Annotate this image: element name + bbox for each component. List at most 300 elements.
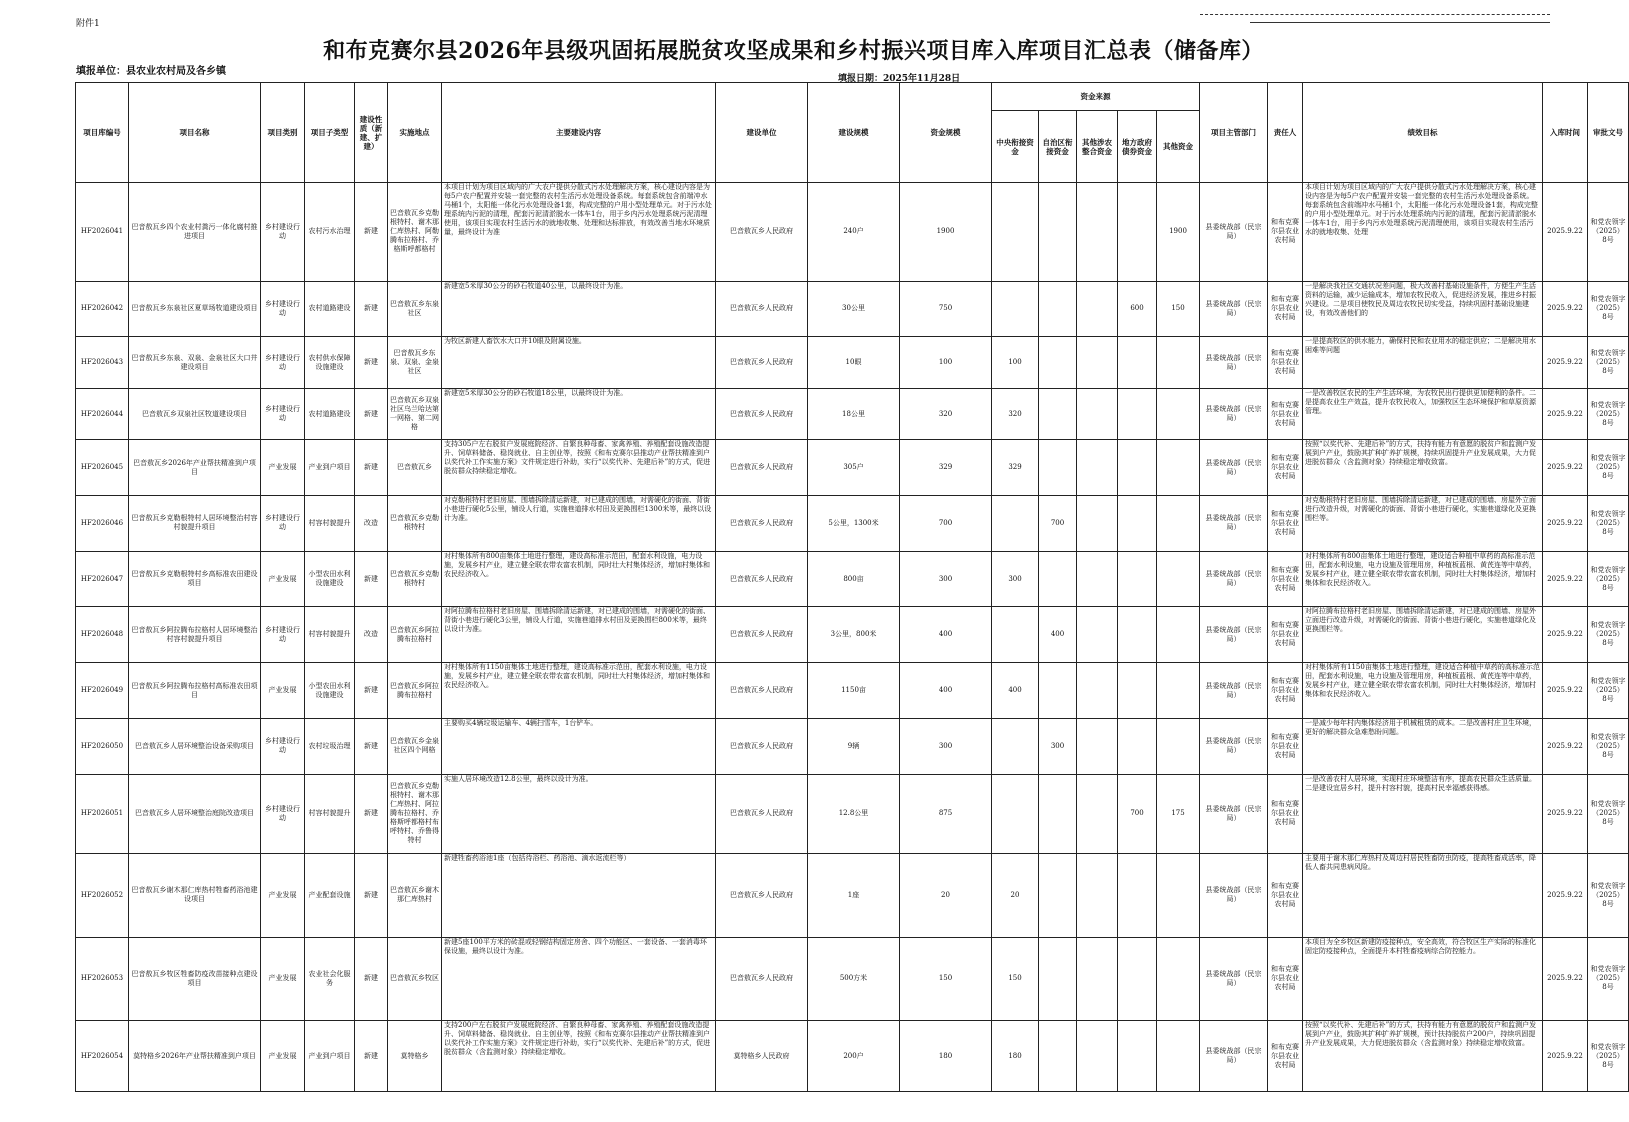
cell-funds: 400 (900, 607, 992, 663)
cell-content-text: 支持305户左右脱贫户发展庭院经济、自繁良种母畜、家禽养殖、养殖配套设施改造提升、饲草料储备、稳岗就业、自主创业等，按照《和布克赛尔县推动产业帮扶精准到户以奖代补工作实施方案》文件规定进行补助，实行“以奖代补、先建后补”的方式，促进脱贫群众持续稳定增收。 (444, 440, 711, 476)
cell-nature: 新建 (355, 663, 388, 719)
cell-name: 巴音敖瓦乡阿拉腾布拉格村高标准农田项目 (129, 663, 261, 719)
cell-region (1039, 1021, 1077, 1092)
table-row (76, 551, 1629, 607)
cell-dept: 县委统战部（民宗局） (1200, 937, 1268, 1021)
cell-funds: 700 (900, 495, 992, 551)
cell-region (1039, 440, 1077, 496)
col-location: 实施地点 (388, 83, 442, 183)
cell-region (1039, 853, 1077, 937)
cell-goal (1303, 607, 1543, 663)
cell-other-integrated (1077, 937, 1118, 1021)
cell-dept: 县委统战部（民宗局） (1200, 853, 1268, 937)
cell-central: 180 (992, 1021, 1039, 1092)
cell-other-integrated (1077, 495, 1118, 551)
cell-goal (1303, 183, 1543, 282)
table-row (76, 183, 1629, 282)
cell-central: 100 (992, 337, 1039, 388)
cell-scale: 1150亩 (808, 663, 900, 719)
cell-goal-text: 按照“以奖代补、先建后补”的方式，扶持有能力有意愿的脱贫户和监测户发展到户产业，鼓励其扩种扩养扩规模，持续巩固提升产业发展成果，大力促进脱贫群众（含监测对象）持续稳定增收致富。 (1305, 440, 1537, 467)
cell-content (442, 774, 716, 853)
cell-subtype: 产业到户项目 (305, 1021, 355, 1092)
cell-funds: 329 (900, 440, 992, 496)
cell-other (1157, 388, 1200, 439)
cell-location: 巴音敖瓦乡阿拉腾布拉格村 (388, 607, 442, 663)
cell-goal-text: 一是改善牧区农民的生产生活环境，为农牧民出行提供更加便利的条件。二是提高农业生产效益，提升农牧民收入，加强牧区生态环境保护和草原资源管理。 (1305, 388, 1536, 415)
cell-code: HF2026051 (76, 774, 129, 853)
cell-goal (1303, 937, 1543, 1021)
cell-time: 2025.9.22 (1543, 1021, 1588, 1092)
cell-person: 和布克赛尔县农业农村局 (1268, 337, 1303, 388)
cell-person: 和布克赛尔县农业农村局 (1268, 388, 1303, 439)
cell-goal (1303, 1021, 1543, 1092)
table-row (76, 281, 1629, 337)
cell-code: HF2026048 (76, 607, 129, 663)
cell-region (1039, 183, 1077, 282)
cell-location: 巴音敖瓦乡双泉社区乌兰哈达第一网格、第二网格 (388, 388, 442, 439)
cell-bond (1118, 440, 1157, 496)
table-row (76, 663, 1629, 719)
cell-subtype: 农村垃圾治理 (305, 718, 355, 774)
cell-goal (1303, 388, 1543, 439)
cell-dept: 县委统战部（民宗局） (1200, 388, 1268, 439)
cell-subtype: 村容村貌提升 (305, 607, 355, 663)
cell-unit: 巴音敖瓦乡人民政府 (716, 774, 808, 853)
cell-other-integrated (1077, 663, 1118, 719)
cell-goal-text: 按照“以奖代补、先建后补”的方式，扶持有能力有意愿的脱贫户和监测户发展到户产业，鼓励其扩种扩养扩规模，预计扶持脱贫户200户，持续巩固提升产业发展成果，大力促进脱贫群众（含监测对象）持续稳定增收致富。 (1305, 1021, 1537, 1048)
cell-other (1157, 1021, 1200, 1092)
cell-time: 2025.9.22 (1543, 853, 1588, 937)
attachment-label: 附件1 (76, 19, 100, 29)
cell-name: 巴音敖瓦乡双泉社区牧道建设项目 (129, 388, 261, 439)
cell-doc: 和党农领字（2025）8号 (1588, 337, 1629, 388)
cell-content (442, 607, 716, 663)
cell-other (1157, 663, 1200, 719)
cell-content-text: 对村集体所有1150亩集体土地进行整理，建设高标准示范田，配套水利设施，电力设施，发展乡村产业，建立健全联农带农富农机制，同时壮大村集体经济，增加村集体和农民经济收入。 (444, 663, 710, 690)
reporting-date: 填报日期：2025年11月28日 (838, 74, 961, 84)
cell-doc: 和党农领字（2025）8号 (1588, 853, 1629, 937)
cell-doc: 和党农领字（2025）8号 (1588, 718, 1629, 774)
cell-content-text: 对克勒根特村老旧房屋、围墙拆除清运新建，对已建成的围墙，对需硬化的街面、背街小巷进行硬化5公里，铺设人行道，实施巷道排水村田及更换围栏1300米等，最终以设计为准。 (444, 495, 712, 522)
col-central: 中央衔接资金 (992, 111, 1039, 183)
cell-type: 乡村建设行动 (261, 183, 305, 282)
cell-scale: 3公里，800米 (808, 607, 900, 663)
cell-content (442, 388, 716, 439)
cell-time: 2025.9.22 (1543, 281, 1588, 337)
cell-bond (1118, 663, 1157, 719)
cell-doc: 和党农领字（2025）8号 (1588, 440, 1629, 496)
cell-person: 和布克赛尔县农业农村局 (1268, 495, 1303, 551)
cell-scale: 12.8公里 (808, 774, 900, 853)
cell-name: 巴音敖瓦乡2026年产业帮扶精准到户项目 (129, 440, 261, 496)
scan-edge-line (1200, 14, 1550, 15)
cell-content (442, 718, 716, 774)
cell-other (1157, 853, 1200, 937)
cell-type: 产业发展 (261, 551, 305, 607)
cell-bond: 700 (1118, 774, 1157, 853)
cell-other (1157, 551, 1200, 607)
cell-scale: 30公里 (808, 281, 900, 337)
cell-dept: 县委统战部（民宗局） (1200, 440, 1268, 496)
cell-unit: 巴音敖瓦乡人民政府 (716, 440, 808, 496)
cell-time: 2025.9.22 (1543, 663, 1588, 719)
cell-central (992, 718, 1039, 774)
cell-location: 巴音敖瓦乡东泉、双泉、金泉社区 (388, 337, 442, 388)
cell-scale: 5公里，1300米 (808, 495, 900, 551)
cell-type: 产业发展 (261, 1021, 305, 1092)
cell-code: HF2026053 (76, 937, 129, 1021)
cell-goal (1303, 440, 1543, 496)
cell-funds: 1900 (900, 183, 992, 282)
cell-other (1157, 607, 1200, 663)
cell-code: HF2026044 (76, 388, 129, 439)
cell-goal (1303, 281, 1543, 337)
cell-funds: 150 (900, 937, 992, 1021)
cell-funds: 750 (900, 281, 992, 337)
cell-central: 20 (992, 853, 1039, 937)
cell-other (1157, 937, 1200, 1021)
cell-nature: 新建 (355, 853, 388, 937)
cell-scale: 18公里 (808, 388, 900, 439)
cell-dept: 县委统战部（民宗局） (1200, 663, 1268, 719)
cell-location: 巴音敖瓦乡 (388, 440, 442, 496)
cell-nature: 新建 (355, 281, 388, 337)
cell-region: 300 (1039, 718, 1077, 774)
table-row (76, 1021, 1629, 1092)
cell-dept: 县委统战部（民宗局） (1200, 1021, 1268, 1092)
cell-goal-text: 对阿拉腾布拉格村老旧房屋、围墙拆除清运新建，对已建成的围墙、房屋外立面进行改造升级，对需硬化的街面、背街小巷进行硬化，实施巷道绿化及更换围栏等。 (1305, 607, 1536, 634)
cell-central (992, 774, 1039, 853)
col-code: 项目库编号 (76, 83, 129, 183)
cell-other-integrated (1077, 337, 1118, 388)
cell-code: HF2026052 (76, 853, 129, 937)
cell-dept: 县委统战部（民宗局） (1200, 337, 1268, 388)
cell-content-text: 新建宽5米厚30公分的砂石牧道40公里，以最终设计为准。 (444, 281, 628, 290)
cell-other-integrated (1077, 607, 1118, 663)
cell-goal-text: 本项目为全乡牧区新建防疫接种点，安全高效，符合牧区生产实际的标准化固定防疫接种点，全面提升本村牲畜疫病综合防控能力。 (1305, 937, 1536, 955)
cell-name: 巴音敖瓦乡谢木那仁库热村牲畜药浴池建设项目 (129, 853, 261, 937)
cell-region (1039, 551, 1077, 607)
cell-other-integrated (1077, 1021, 1118, 1092)
cell-funds: 320 (900, 388, 992, 439)
cell-bond (1118, 183, 1157, 282)
col-subtype: 项目子类型 (305, 83, 355, 183)
table-row (76, 774, 1629, 853)
cell-code: HF2026047 (76, 551, 129, 607)
cell-name: 巴音敖瓦乡东泉社区夏草场牧道建设项目 (129, 281, 261, 337)
cell-code: HF2026043 (76, 337, 129, 388)
cell-other-integrated (1077, 774, 1118, 853)
cell-nature: 新建 (355, 388, 388, 439)
cell-unit: 巴音敖瓦乡人民政府 (716, 718, 808, 774)
cell-goal (1303, 337, 1543, 388)
cell-name: 巴音敖瓦乡牧区牲畜防疫改苗接种点建设项目 (129, 937, 261, 1021)
cell-bond (1118, 853, 1157, 937)
cell-doc: 和党农领字（2025）8号 (1588, 388, 1629, 439)
cell-region: 700 (1039, 495, 1077, 551)
cell-content-text: 新建宽5米厚30公分的砂石牧道18公里，以最终设计为准。 (444, 388, 628, 397)
cell-time: 2025.9.22 (1543, 718, 1588, 774)
cell-subtype: 小型农田水利设施建设 (305, 551, 355, 607)
cell-goal-text: 一是改善农村人居环境，实现村庄环境整洁有序，提高农民群众生活质量。二是建设宜居乡村，提升村容村貌，提高村民幸福感获得感。 (1305, 774, 1536, 792)
cell-content (442, 551, 716, 607)
cell-location: 巴音敖瓦乡克勒根特村 (388, 495, 442, 551)
cell-code: HF2026054 (76, 1021, 129, 1092)
cell-content-text: 新建牲畜药浴池1座（包括待浴栏、药浴池、滴水返流栏等） (444, 853, 631, 862)
cell-funds: 20 (900, 853, 992, 937)
cell-person: 和布克赛尔县农业农村局 (1268, 281, 1303, 337)
cell-content-text: 对阿拉腾布拉格村老旧房屋、围墙拆除清运新建，对已建成的围墙，对需硬化的街面、背街小巷进行硬化3公里，铺设人行道，实施巷道排水村田及更换围栏800米等，最终以设计为准。 (444, 607, 710, 634)
cell-central: 150 (992, 937, 1039, 1021)
cell-goal (1303, 495, 1543, 551)
table-row (76, 388, 1629, 439)
cell-content-text: 主要购买4辆垃圾运输车、4辆扫雪车，1台铲车。 (444, 718, 598, 727)
cell-goal (1303, 853, 1543, 937)
cell-scale: 240户 (808, 183, 900, 282)
cell-location: 巴音敖瓦乡克勒根特村、谢木那仁库热村、阿勒腾布拉格村、乔格斯呼都格村 (388, 183, 442, 282)
table-row (76, 337, 1629, 388)
cell-unit: 巴音敖瓦乡人民政府 (716, 495, 808, 551)
cell-code: HF2026045 (76, 440, 129, 496)
cell-doc: 和党农领字（2025）8号 (1588, 551, 1629, 607)
col-nature: 建设性质（新建、扩建） (355, 83, 388, 183)
cell-type: 产业发展 (261, 663, 305, 719)
cell-subtype: 农村供水保障设施建设 (305, 337, 355, 388)
cell-scale: 10眼 (808, 337, 900, 388)
cell-other-integrated (1077, 551, 1118, 607)
cell-nature: 新建 (355, 718, 388, 774)
cell-type: 乡村建设行动 (261, 607, 305, 663)
cell-other (1157, 337, 1200, 388)
cell-dept: 县委统战部（民宗局） (1200, 718, 1268, 774)
cell-goal (1303, 718, 1543, 774)
cell-content-text: 本项目计划为项目区域内的广大农户提供分散式污水处理解决方案，核心建设内容是为每5户农户配置并安装一套完整的农村生活污水处理设备系统。每套系统包含前端冲水马桶1个，太阳能一体化污水处理设备1套，构成完整的户用小型处理单元。对于污水处理系统内污泥的清理，配套污泥清淤脱水一体车1台，用于乡内污水处理系统污泥清理使用，该项目实现农村生活污水的就地收集、处理和达标排放，有效改善当地水环境质量，最终设计为准 (444, 183, 712, 236)
col-time: 入库时间 (1543, 83, 1588, 183)
cell-other (1157, 440, 1200, 496)
cell-subtype: 村容村貌提升 (305, 774, 355, 853)
cell-unit: 巴音敖瓦乡人民政府 (716, 337, 808, 388)
cell-name: 巴音敖瓦乡四个农业村粪污一体化腐村推进项目 (129, 183, 261, 282)
cell-content (442, 440, 716, 496)
cell-doc: 和党农领字（2025）8号 (1588, 183, 1629, 282)
cell-bond (1118, 718, 1157, 774)
cell-content (442, 937, 716, 1021)
col-type: 项目类别 (261, 83, 305, 183)
col-other: 其他资金 (1157, 111, 1200, 183)
cell-region (1039, 337, 1077, 388)
col-scale: 建设规模 (808, 83, 900, 183)
cell-name: 巴音敖瓦乡阿拉腾布拉格村人居环境整治村容村貌提升项目 (129, 607, 261, 663)
cell-bond (1118, 495, 1157, 551)
cell-name: 巴音敖瓦乡东泉、双泉、金泉社区大口井建设项目 (129, 337, 261, 388)
cell-name: 莫特格乡2026年产业帮扶精准到户项目 (129, 1021, 261, 1092)
cell-bond (1118, 388, 1157, 439)
scan-edge-line (1250, 22, 1550, 23)
cell-name: 巴音敖瓦乡人居环境整治设备采购项目 (129, 718, 261, 774)
table-row (76, 440, 1629, 496)
cell-content (442, 853, 716, 937)
cell-content-text: 为牧区新建人畜饮水大口井10眼及附属设施。 (444, 337, 586, 346)
cell-central: 300 (992, 551, 1039, 607)
cell-subtype: 农村污水治理 (305, 183, 355, 282)
cell-goal (1303, 774, 1543, 853)
cell-region (1039, 663, 1077, 719)
cell-nature: 新建 (355, 440, 388, 496)
cell-person: 和布克赛尔县农业农村局 (1268, 607, 1303, 663)
cell-other-integrated (1077, 183, 1118, 282)
cell-doc: 和党农领字（2025）8号 (1588, 495, 1629, 551)
cell-type: 产业发展 (261, 440, 305, 496)
cell-type: 乡村建设行动 (261, 774, 305, 853)
col-doc: 审批文号 (1588, 83, 1629, 183)
cell-other: 150 (1157, 281, 1200, 337)
cell-location: 巴音敖瓦乡克勒根特村、谢木那仁库热村、阿拉腾布拉格村、乔格斯呼都格村布呼特村、乔鲁得特村 (388, 774, 442, 853)
cell-content-text: 新建5座100平方米的砖混或轻钢结构固定房舍、四个功能区、一套设备、一套消毒环保设施，最终以设计为准。 (444, 937, 707, 955)
cell-region (1039, 937, 1077, 1021)
cell-type: 产业发展 (261, 937, 305, 1021)
cell-time: 2025.9.22 (1543, 774, 1588, 853)
cell-subtype: 农村道路建设 (305, 388, 355, 439)
cell-scale: 9辆 (808, 718, 900, 774)
cell-dept: 县委统战部（民宗局） (1200, 607, 1268, 663)
cell-subtype: 产业配套设施 (305, 853, 355, 937)
cell-doc: 和党农领字（2025）8号 (1588, 774, 1629, 853)
cell-doc: 和党农领字（2025）8号 (1588, 607, 1629, 663)
cell-location: 巴音敖瓦乡东泉社区 (388, 281, 442, 337)
cell-code: HF2026042 (76, 281, 129, 337)
cell-code: HF2026049 (76, 663, 129, 719)
cell-time: 2025.9.22 (1543, 551, 1588, 607)
cell-content (442, 281, 716, 337)
cell-scale: 305户 (808, 440, 900, 496)
cell-central: 320 (992, 388, 1039, 439)
cell-subtype: 小型农田水利设施建设 (305, 663, 355, 719)
cell-dept: 县委统战部（民宗局） (1200, 281, 1268, 337)
cell-other: 1900 (1157, 183, 1200, 282)
cell-person: 和布克赛尔县农业农村局 (1268, 937, 1303, 1021)
cell-person: 和布克赛尔县农业农村局 (1268, 663, 1303, 719)
cell-person: 和布克赛尔县农业农村局 (1268, 183, 1303, 282)
cell-goal-text: 对克勒根特村老旧房屋、围墙拆除清运新建，对已建成的围墙、房屋外立面进行改造升级，对需硬化的街面、背街小巷进行硬化，实施巷道绿化及更换围栏等。 (1305, 495, 1536, 522)
cell-nature: 改造 (355, 607, 388, 663)
col-name: 项目名称 (129, 83, 261, 183)
cell-goal-text: 一是解决我社区交通状况差问题，极大改善村基础设施条件，方便生产生活资料的运输，减少运输成本，增加农牧民收入，促进经济发展，推进乡村振兴建设。二是项目使牧民及周边农牧民切实受益，持续巩固村基础设施建设，有效改善他们的 (1305, 281, 1536, 317)
cell-nature: 改造 (355, 495, 388, 551)
cell-goal (1303, 551, 1543, 607)
cell-bond (1118, 607, 1157, 663)
cell-content (442, 1021, 716, 1092)
cell-central (992, 281, 1039, 337)
cell-other (1157, 495, 1200, 551)
cell-person: 和布克赛尔县农业农村局 (1268, 853, 1303, 937)
cell-location: 巴音敖瓦乡牧区 (388, 937, 442, 1021)
cell-nature: 新建 (355, 937, 388, 1021)
cell-goal-text: 对村集体所有1150亩集体土地进行整理，建设适合种植中草药的高标准示范田，配套水利设施，电力设施及管理用房，种植板蓝根、黄芪连等中草药，发展乡村产业，建立健全联农带农富农机制，同时壮大村集体经济，增加村集体和农民经济收入。 (1305, 663, 1540, 699)
cell-code: HF2026050 (76, 718, 129, 774)
cell-central (992, 607, 1039, 663)
cell-scale: 800亩 (808, 551, 900, 607)
cell-central: 329 (992, 440, 1039, 496)
cell-content (442, 183, 716, 282)
cell-other-integrated (1077, 281, 1118, 337)
col-bond: 地方政府债券资金 (1118, 111, 1157, 183)
cell-goal-text: 对村集体所有800亩集体土地进行整理，建设适合种植中草药的高标准示范田，配套水利设施，电力设施及管理用房，种植板蓝根、黄芪连等中草药，发展乡村产业，建立健全联农带农富农机制，同时壮大村集体经济，增加村集体和农民经济收入。 (1305, 551, 1536, 587)
cell-time: 2025.9.22 (1543, 337, 1588, 388)
table-row (76, 607, 1629, 663)
cell-unit: 巴音敖瓦乡人民政府 (716, 388, 808, 439)
cell-bond (1118, 551, 1157, 607)
cell-subtype: 农业社会化服务 (305, 937, 355, 1021)
col-content: 主要建设内容 (442, 83, 716, 183)
cell-region (1039, 281, 1077, 337)
col-funds: 资金规模 (900, 83, 992, 183)
cell-subtype: 产业到户项目 (305, 440, 355, 496)
col-goal: 绩效目标 (1303, 83, 1543, 183)
cell-nature: 新建 (355, 551, 388, 607)
cell-goal-text: 一是减少每年村内集体经济用于机械租赁的成本。二是改善村庄卫生环境，更好的解决群众急难愁盼问题。 (1305, 718, 1536, 736)
cell-dept: 县委统战部（民宗局） (1200, 495, 1268, 551)
cell-other-integrated (1077, 388, 1118, 439)
cell-content-text: 支持200户左右脱贫户发展庭院经济、自繁良种母畜、家禽养殖、养殖配套设施改造提升、饲草料储备、稳岗就业、自主创业等，按照《和布克赛尔县推动产业帮扶精准到户以奖代补工作实施方案》文件规定进行补助，实行“以奖代补、先建后补”的方式，促进脱贫群众（含监测对象）持续稳定增收。 (444, 1021, 711, 1057)
cell-unit: 巴音敖瓦乡人民政府 (716, 551, 808, 607)
cell-nature: 新建 (355, 183, 388, 282)
cell-central (992, 183, 1039, 282)
cell-central: 400 (992, 663, 1039, 719)
cell-goal-text: 一是提高牧区的供水能力，确保村民和农业用水的稳定供应；二是解决用水困难等问题 (1305, 337, 1536, 355)
cell-bond (1118, 1021, 1157, 1092)
cell-doc: 和党农领字（2025）8号 (1588, 663, 1629, 719)
cell-unit: 巴音敖瓦乡人民政府 (716, 281, 808, 337)
cell-person: 和布克赛尔县农业农村局 (1268, 551, 1303, 607)
cell-unit: 巴音敖瓦乡人民政府 (716, 663, 808, 719)
page-title: 和布克赛尔县2026年县级巩固拓展脱贫攻坚成果和乡村振兴项目库入库项目汇总表（储备库） (323, 38, 1264, 64)
cell-unit: 莫特格乡人民政府 (716, 1021, 808, 1092)
cell-person: 和布克赛尔县农业农村局 (1268, 774, 1303, 853)
cell-bond: 600 (1118, 281, 1157, 337)
cell-person: 和布克赛尔县农业农村局 (1268, 718, 1303, 774)
cell-time: 2025.9.22 (1543, 937, 1588, 1021)
cell-scale: 500方米 (808, 937, 900, 1021)
cell-type: 乡村建设行动 (261, 337, 305, 388)
cell-time: 2025.9.22 (1543, 183, 1588, 282)
cell-code: HF2026046 (76, 495, 129, 551)
cell-dept: 县委统战部（民宗局） (1200, 774, 1268, 853)
cell-type: 乡村建设行动 (261, 495, 305, 551)
cell-funds: 875 (900, 774, 992, 853)
cell-location: 巴音敖瓦乡金泉社区四个网格 (388, 718, 442, 774)
cell-type: 乡村建设行动 (261, 388, 305, 439)
cell-content-text: 实施人居环境改造12.8公里，最终以设计为准。 (444, 774, 593, 783)
cell-other (1157, 718, 1200, 774)
cell-name: 巴音敖瓦乡克勒根特村乡高标准农田建设项目 (129, 551, 261, 607)
cell-content (442, 337, 716, 388)
cell-funds: 180 (900, 1021, 992, 1092)
cell-location: 巴音敖瓦乡阿拉腾布拉格村 (388, 663, 442, 719)
cell-time: 2025.9.22 (1543, 607, 1588, 663)
cell-content (442, 495, 716, 551)
cell-bond (1118, 937, 1157, 1021)
cell-nature: 新建 (355, 1021, 388, 1092)
cell-other-integrated (1077, 853, 1118, 937)
cell-time: 2025.9.22 (1543, 440, 1588, 496)
table-row (76, 937, 1629, 1021)
col-region: 自治区衔接资金 (1039, 111, 1077, 183)
cell-type: 乡村建设行动 (261, 718, 305, 774)
cell-location: 巴音敖瓦乡克勒根特村 (388, 551, 442, 607)
project-summary-table (75, 82, 1629, 1092)
cell-central (992, 495, 1039, 551)
cell-goal-text: 本项目计划为项目区域内的广大农户提供分散式污水处理解决方案，核心建设内容是为每5户农户配置并安装一套完整的农村生活污水处理设备系统。每套系统包含前端冲水马桶1个，太阳能一体化污水处理设备1套，构成完整的户用小型处理单元。对于污水处理系统内污泥的清理，配套污泥清淤脱水一体车1台，用于乡内污水处理系统污泥清理使用，该项目实现农村生活污水的就地收集、处理 (1305, 183, 1538, 236)
